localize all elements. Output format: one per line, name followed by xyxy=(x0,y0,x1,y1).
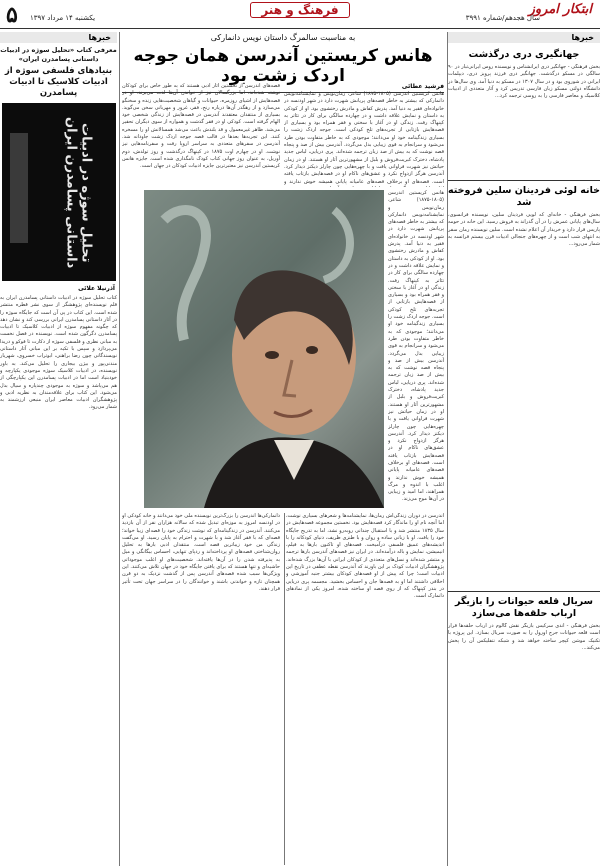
news-title-2: خانه لوئی فردینان سلین فروخته شد xyxy=(448,185,600,208)
article-column-2-top: قصه‌های آندرسن از نخستین آثار ادبی هستند که به طور خاص برای کودکان نوشته شده‌اند، اما بزرگسالان نیز از خواندن آن‌ها لذت می‌برند. او در قصه‌هایش از اشیای روزمره، حیوانات و گیاهان شخصیت‌هایی زنده و سخنگو می‌سازد و از رهگذر آن‌ها درباره رنج، فقر، غرور و مهربانی سخن می‌گوید. بسیاری از منتقدان معتقدند آندرسن در قصه‌هایش از زندگی شخصی خود الهام گرفته است. کودکی او در فقر گذشت و همواره از سوی دیگران تحقیر می‌شد. ظاهر غیرمعمول و قد بلندش باعث می‌شد همسالانش او را مسخره کنند. این تجربه‌ها بعدها در قالب قصه جوجه اردک زشت جاودانه شد. آندرسن در سفرهای متعددی به سراسر اروپا رفت و سفرنامه‌هایی نیز نوشت. او در چهارم اوت ۱۸۷۵ در کپنهاگ درگذشت و روز تولدش، دوم آوریل، به عنوان روز جهانی کتاب کودک نامگذاری شده است. جایزه هانس کریستین آندرسن نیز معتبرترین جایزه ادبیات کودکان در جهان است. xyxy=(122,83,280,170)
divider xyxy=(448,591,600,592)
column-divider xyxy=(119,32,120,866)
book-small-headline: معرفی کتاب «تحلیل سوژه در ادبیات داستانی پسامدرن ایران» xyxy=(0,46,117,63)
news-title-1: جهانگیری دری درگذشت xyxy=(468,49,580,60)
page-number: ۵ xyxy=(6,2,18,28)
article-headline: هانس کریستین آندرسن همان جوجه اردک زشت بود xyxy=(133,46,433,86)
right-news-column xyxy=(448,32,600,866)
news-tag: خبرها xyxy=(448,32,600,43)
news-title-3: سریال قلعه حیوانات را بازیگر ارباب حلقه‌ها می‌سازد xyxy=(454,596,594,619)
page-header xyxy=(0,0,600,30)
book-cover-title: تحلیل سوژه در ادبیات داستانی پسامدرن ایران xyxy=(63,117,94,269)
portrait-illustration xyxy=(144,190,384,508)
column-divider xyxy=(447,32,448,866)
main-article xyxy=(122,33,444,867)
book-review-byline: آذرنیلا علائی xyxy=(78,285,115,292)
divider xyxy=(448,180,600,181)
andersen-portrait-photo xyxy=(144,190,384,508)
news-body-2: بخش فرهنگی - خانه‌ای که لویی فردینان سلین، نویسنده فرانسوی، سال‌های پایانی عمرش را در آن گذراند به فروش رسید. این خانه در حومه پاریس قرار دارد و خریدار آن اعلام نشده است. سلین نویسنده رمان سفر به انتهای شب است و از چهره‌های جنجالی ادبیات قرن بیستم فرانسه به شمار می‌رود... xyxy=(448,212,600,248)
newspaper-logo: ابتکار امروز xyxy=(528,2,592,17)
book-big-headline: بنیادهای فلسفی سوژه از ادبیات کلاسیک تا ادبیات پسامدرن xyxy=(4,66,113,98)
news-tag: خبرها xyxy=(0,32,117,43)
inner-divider xyxy=(284,513,285,865)
news-body-1: بخش فرهنگی - جهانگیر دری ایرانشناس و نویسنده روس ایرانی‌تبار در ۹۰ سالگی در مسکو درگذشت. جهانگیر دری فرزند پرویز دری، دیپلمات ایرانی در شوروی بود و در سال ۱۳۰۷ در مسکو به دنیا آمد. وی سال‌ها در دانشگاه دولتی مسکو زبان فارسی تدریس کرد و آثار متعددی از ادبیات کلاسیک و معاصر فارسی را به روسی ترجمه کرد... xyxy=(448,64,600,100)
article-kicker: به مناسبت سالمرگ داستان نویس دانمارکی xyxy=(210,33,356,42)
section-label: فرهنگ و هنر xyxy=(250,2,349,18)
issue-date: یکشنبه ۱۴ مرداد ۱۳۹۷ xyxy=(30,14,96,22)
news-body-3: بخش فرهنگی - اندی سرکیس بازیگر نقش گالوم در ارباب حلقه‌ها قرار است قلعه حیوانات جرج اورول را به صورت سریال بسازد. این پروژه با تکنیک موشن کپچر ساخته خواهد شد و شبکه نتفلیکس آن را پخش می‌کند... xyxy=(448,623,600,651)
issue-number: سال هجدهم/شماره ۳۹۹۱ xyxy=(465,14,540,22)
book-cover-image xyxy=(2,103,116,281)
left-book-column xyxy=(0,32,117,866)
article-column-1-top: هانس کریستین آندرسن (۱۸۰۵-۱۸۷۵) شاعر، رمان‌نویس و نمایشنامه‌نویس دانمارکی که بیشتر به خاطر قصه‌های پریانش شهرت دارد در شهر اودنسه در خانواده‌ای فقیر به دنیا آمد. پدرش کفاش و مادرش رختشوی بود. او از کودکی به داستان و نمایش علاقه داشت و در چهارده سالگی برای کار در تئاتر به کپنهاگ رفت. زندگی او در آغاز با سختی و فقر همراه بود و بسیاری از قصه‌هایش بازتابی از تجربه‌های تلخ کودکی است. جوجه اردک زشت را بسیاری زندگینامه خود او می‌دانند؛ موجودی که به خاطر متفاوت بودن طرد می‌شود و سرانجام به قوی زیبایی بدل می‌گردد. آندرسن بیش از صد و پنجاه قصه نوشت که به بیش از صد زبان ترجمه شده‌اند. پری دریایی، لباس جدید پادشاه، دخترک کبریت‌فروش و بلبل از مشهورترین آثار او هستند. او در زمان حیاتش نیز شهرت فراوانی یافت و با چهره‌هایی چون چارلز دیکنز دیدار کرد. آندرسن هرگز ازدواج نکرد و عشق‌های ناکام او در قصه‌هایش بازتاب یافته است. قصه‌های او برخلاف قصه‌های عامیانه پایانی همیشه خوش ندارند و xyxy=(284,91,444,185)
book-review-body: کتاب تحلیل سوژه در ادبیات داستانی پسامدرن ایران به قلم نویسنده‌ای پژوهشگر از سوی نشر قطره منتشر شده است. این کتاب در پی آن است که جایگاه سوژه را در آثار داستانی پسامدرن ایرانی بررسی کند و نشان دهد که چگونه مفهوم سوژه از ادبیات کلاسیک تا ادبیات پسامدرن دگرگون شده است. نویسنده در فصل نخست به مبانی نظری و فلسفی سوژه از دکارت تا فوکو و دریدا می‌پردازد و سپس با تکیه بر این مبانی آثار داستانی نویسندگانی چون رضا براهنی، ابوتراب خسروی، شهریار مندنی‌پور و بیژن بیجاری را تحلیل می‌کند. به باور نویسنده، در ادبیات کلاسیک سوژه موجودی یکپارچه و خودبنیاد است اما در ادبیات پسامدرن این یکپارچگی از هم می‌پاشد و سوژه به موجودی چندپاره و سیال بدل می‌شود. این کتاب برای علاقه‌مندان به نظریه ادبی و پژوهشگران ادبیات معاصر ایران منبعی ارزشمند به شمار می‌رود. xyxy=(0,295,117,411)
article-byline: فرشید عطائی xyxy=(401,83,444,90)
book-cover-ornament xyxy=(10,133,28,243)
article-column-3: آندرسن در دوران زندگی‌اش رمان‌ها، نمایشنامه‌ها و شعرهای بسیاری نوشت، اما آنچه نام او را ماندگار کرد قصه‌هایش بود. نخستین مجموعه قصه‌هایش در سال ۱۸۳۵ منتشر شد و با استقبال چندانی روبه‌رو نشد، اما به تدریج جایگاه خود را یافت. او با زبانی ساده و روان و با طنزی ظریف، دنیای کودکانه را با اندیشه‌های عمیق فلسفی درآمیخت. قصه‌های او تاکنون بارها به فیلم، انیمیشن، نمایش و باله درآمده‌اند. در ایران نیز قصه‌های آندرسن بارها ترجمه و منتشر شده‌اند و نسل‌های متعددی از کودکان ایرانی با آن‌ها بزرگ شده‌اند. پژوهشگران ادبیات کودک بر این باورند که آندرسن نقطه عطفی در تاریخ این ادبیات است؛ چرا که پیش از او قصه‌های کودکان بیشتر جنبه آموزشی و اخلاقی داشتند اما او به قصه‌ها جان و احساس بخشید. مجسمه پری دریایی در بندر کپنهاگ که از روی قصه او ساخته شده، امروز یکی از نمادهای دانمارک است. xyxy=(286,513,444,600)
article-column-4: دانمارکی‌ها آندرسن را بزرگ‌ترین نویسنده ملی خود می‌دانند و خانه کودکی او در اودنسه امروز به موزه‌ای تبدیل شده که سالانه هزاران نفر از آن بازدید می‌کنند. آندرسن در زندگینامه‌ای که نوشت زندگی خود را قصه‌ای زیبا خواند؛ قصه‌ای که با فقر آغاز شد و با شهرت و احترام به پایان رسید. او می‌گفت زندگی من خود زیباترین قصه است. منتقدان ادبی بارها به تحلیل روان‌شناختی قصه‌های او پرداخته‌اند و ردپای تنهایی، احساس بیگانگی و میل به پذیرفته شدن را در آن‌ها یافته‌اند. شخصیت‌های او اغلب موجوداتی حاشیه‌ای و تنها هستند که برای یافتن جایگاه خود در جهان تلاش می‌کنند. این ویژگی‌ها سبب شده قصه‌های آندرسن پس از گذشت نزدیک به دو قرن همچنان تازه و خواندنی باشند و خوانندگان را در سراسر جهان تحت تأثیر قرار دهند. xyxy=(122,513,280,592)
article-column-1-wrap: هانس کریستین آندرسن (۱۸۰۵-۱۸۷۵) شاعر، رمان‌نویس و نمایشنامه‌نویس دانمارکی که بیشتر به خاطر قصه‌های پریانش شهرت دارد در شهر اودنسه در خانواده‌ای فقیر به دنیا آمد. پدرش کفاش و مادرش رختشوی بود. او از کودکی به داستان و نمایش علاقه داشت و در چهارده سالگی برای کار در تئاتر به کپنهاگ رفت. زندگی او در آغاز با سختی و فقر همراه بود و بسیاری از قصه‌هایش بازتابی از تجربه‌های تلخ کودکی است. جوجه اردک زشت را بسیاری زندگینامه خود او می‌دانند؛ موجودی که به خاطر متفاوت بودن طرد می‌شود و سرانجام به قوی زیبایی بدل می‌گردد. آندرسن بیش از صد و پنجاه قصه نوشت که به بیش از صد زبان ترجمه شده‌اند. پری دریایی، لباس جدید پادشاه، دخترک کبریت‌فروش و بلبل از مشهورترین آثار او هستند. او در زمان حیاتش نیز شهرت فراوانی یافت و با چهره‌هایی چون چارلز دیکنز دیدار کرد. آندرسن هرگز ازدواج نکرد و عشق‌های ناکام او در قصه‌هایش بازتاب یافته است. قصه‌های او برخلاف قصه‌های عامیانه پایانی همیشه خوش ندارند و اغلب با اندوه و مرگ همراهند، اما امید و زیبایی در آن‌ها موج می‌زند. xyxy=(388,190,444,503)
header-rule xyxy=(0,28,600,29)
